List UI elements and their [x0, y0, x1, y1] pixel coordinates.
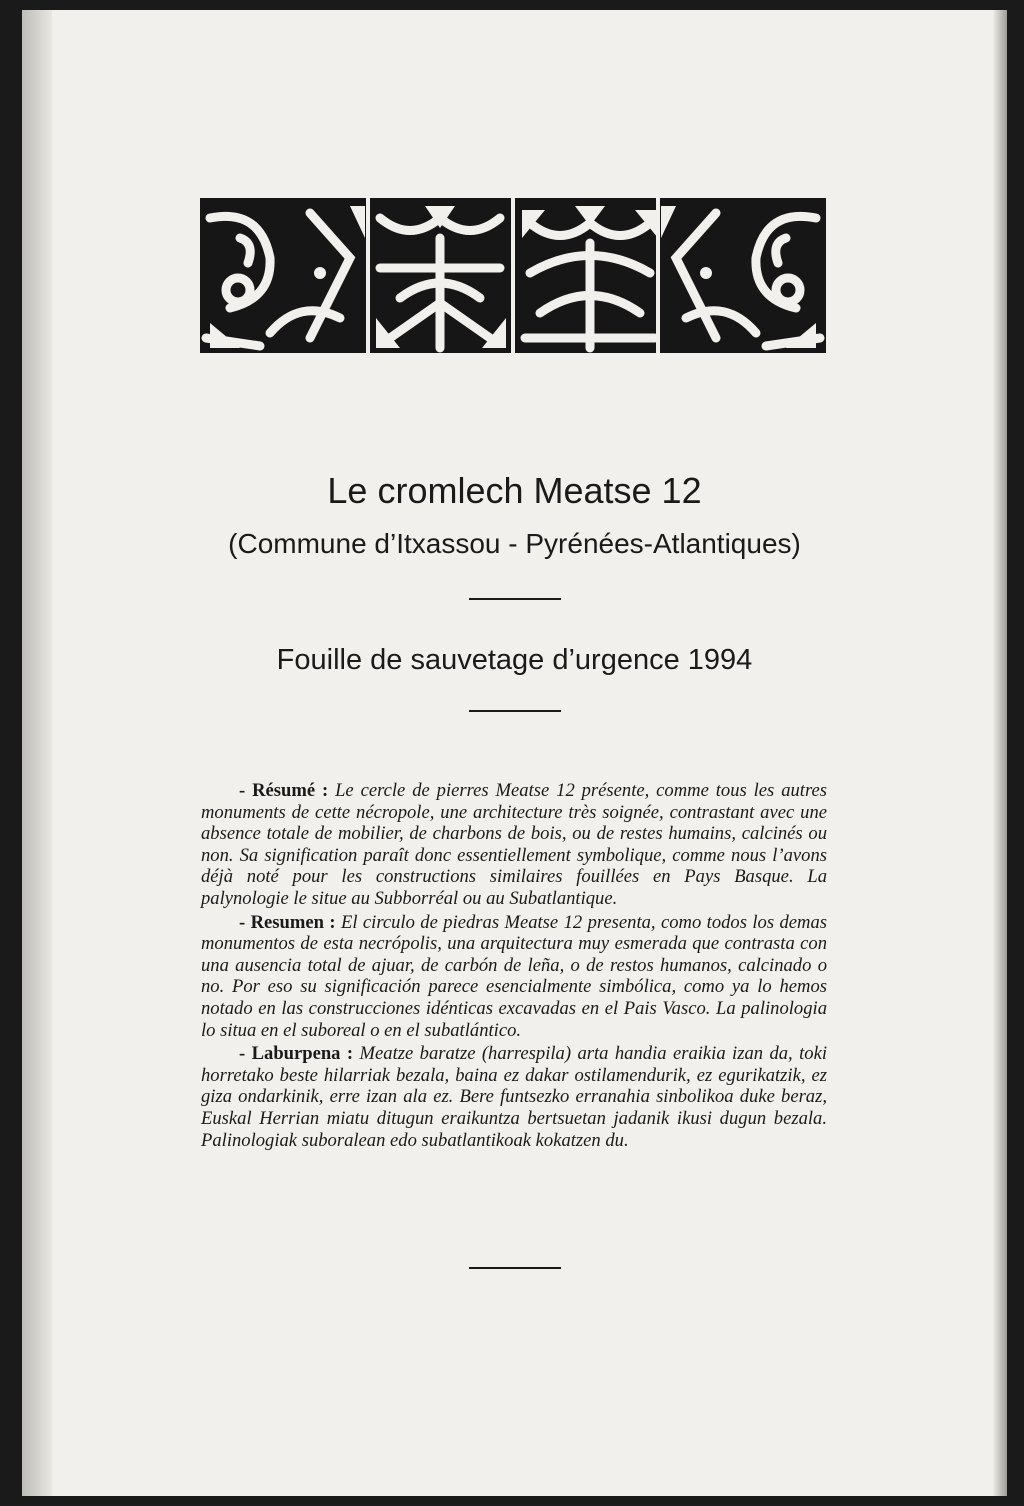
basque-ornament-icon [200, 198, 826, 353]
abstract-text: El circulo de piedras Meatse 12 presenta, como todos los demas monumentos de esta necrópolis, una arquitectura muy esmerada que contrasta con una ausencia total de ajuar, de carbón de leña, o de restos humanos, calcinado o no. Por eso su significación parece esencialmente simbólica, como ya lo hemos notado en las construcciones idénticas excavadas en el Pais Vasco. La palinologia lo situa en el suboreal o en el subatlántico. [201, 911, 827, 1041]
page-edge [993, 10, 1007, 1496]
abstract-resume [201, 780, 827, 910]
section-heading: Fouille de sauvetage d’urgence 1994 [276, 644, 753, 676]
divider [469, 710, 561, 712]
abstract-label: - Résumé : [239, 780, 329, 801]
page-subtitle: (Commune d’Itxassou - Pyrénées-Atlantiques) [228, 528, 801, 559]
page-gutter-shadow [22, 10, 52, 1496]
divider [469, 1267, 561, 1269]
abstract-label: - Resumen : [239, 911, 336, 933]
abstract-text: Le cercle de pierres Meatse 12 présente, comme tous les autres monuments de cette nécropole, une architecture très soignée, contrastant avec une absence totale de mobilier, de charbons de bois, ou de restes humains, calcinés ou non. Sa signification paraît donc essentiellement symbolique, comme nous l’avons déjà noté pour les constructions similaires fouillées en Pays Basque. La palynologie le situe au Subborréal ou au Subatlantique. [201, 780, 827, 909]
document-page [22, 10, 1007, 1496]
abstract-laburpena [201, 1043, 827, 1151]
abstracts [201, 780, 827, 1153]
divider [469, 598, 561, 600]
page-title: Le cromlech Meatse 12 [327, 470, 702, 511]
abstract-label: - Laburpena : [239, 1043, 354, 1065]
abstract-resumen [201, 912, 827, 1042]
abstract-text: Meatze baratze (harrespila) arta handia eraikia izan da, toki horretako beste hilarriak bezala, baina ez dakar ostilamendurik, ez egurikatzik, ez giza ondarkinik, erre izan ala ez. Bere funtsezko erranahia sinbolikoa duke beraz, Euskal Herrian miatu ditugun eraikuntza bertsuetan jadanik ikusi dugun bezala. Palinologiak suboralean edo subatlantikoak kokatzen du. [201, 1043, 828, 1151]
